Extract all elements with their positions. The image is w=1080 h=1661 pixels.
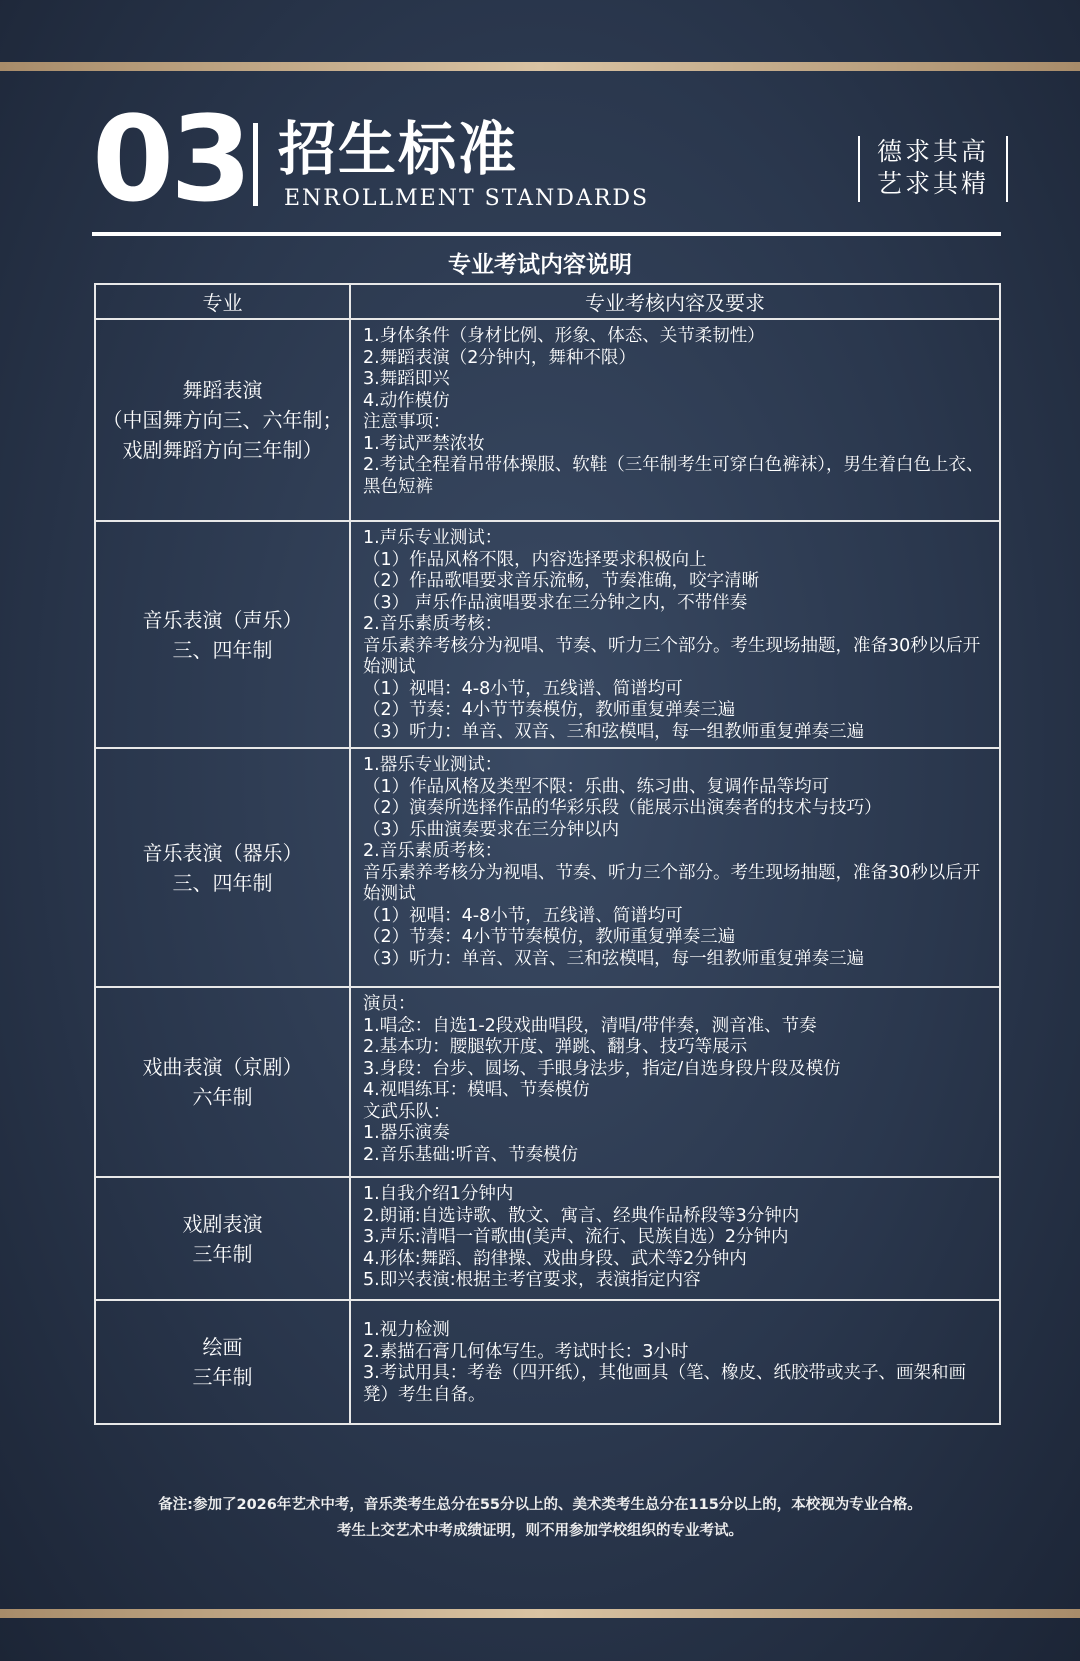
- requirement-line: 2.朗诵:自选诗歌、散文、寓言、经典作品桥段等3分钟内: [363, 1205, 800, 1226]
- section-number: 03: [92, 90, 249, 228]
- footnote-line: 考生上交艺术中考成绩证明，则不用参加学校组织的专业考试。: [337, 1523, 743, 1539]
- requirement-line: （3）听力：单音、双音、三和弦模唱，每一组教师重复弹奏三遍: [363, 948, 865, 969]
- requirements-cell: [350, 987, 1000, 1177]
- requirement-line: 音乐素养考核分为视唱、节奏、听力三个部分。考生现场抽题，准备30秒以后开始测试: [363, 635, 981, 677]
- requirement-line: （3）听力：单音、双音、三和弦模唱，每一组教师重复弹奏三遍: [363, 721, 865, 742]
- requirement-line: （2）节奏：4小节节奏模仿，教师重复弹奏三遍: [363, 700, 736, 720]
- requirement-line: 2.舞蹈表演（2分钟内，舞种不限）: [363, 347, 636, 368]
- table-row: [95, 521, 1000, 748]
- requirements-cell: [350, 748, 1000, 987]
- requirement-line: （3） 声乐作品演唱要求在三分钟之内，不带伴奏: [363, 592, 748, 613]
- major-line: 三年制: [192, 1365, 253, 1389]
- requirement-line: （3）乐曲演奏要求在三分钟以内: [363, 819, 620, 840]
- requirements-cell: [350, 521, 1000, 748]
- requirement-line: 音乐素养考核分为视唱、节奏、听力三个部分。考生现场抽题，准备30秒以后开始测试: [363, 862, 981, 904]
- major-cell: [95, 521, 350, 748]
- requirement-line: （1）视唱：4-8小节，五线谱、简谱均可: [363, 905, 683, 926]
- column-header-content: 专业考核内容及要求: [350, 284, 1000, 319]
- requirement-line: 2.音乐素质考核：: [363, 841, 503, 861]
- section-title: 招生标准: [278, 115, 519, 183]
- requirement-line: 1.自我介绍1分钟内: [363, 1184, 514, 1204]
- requirements-cell: [350, 1177, 1000, 1300]
- exam-table: [94, 283, 1001, 1425]
- major-line: 戏剧舞蹈方向三年制）: [122, 438, 323, 462]
- requirement-line: 4.视唱练耳：模唱、节奏模仿: [363, 1080, 590, 1100]
- requirement-line: 1.器乐专业测试：: [363, 755, 503, 775]
- major-line: 六年制: [192, 1085, 253, 1109]
- motto-line: 德求其高: [876, 137, 989, 166]
- major-cell: [95, 1177, 350, 1300]
- requirement-line: 1.身体条件（身材比例、形象、体态、关节柔韧性）: [363, 326, 765, 346]
- major-line: 绘画: [202, 1335, 243, 1359]
- requirement-line: 文武乐队：: [363, 1101, 451, 1122]
- table-row: [95, 1177, 1000, 1300]
- motto-box: [858, 136, 1008, 202]
- requirements-cell: [350, 1300, 1000, 1424]
- major-cell: [95, 987, 350, 1177]
- table-title: 专业考试内容说明: [448, 252, 632, 278]
- requirement-line: 3.舞蹈即兴: [363, 369, 450, 389]
- column-header-major: 专业: [95, 284, 350, 319]
- top-gold-bar: [0, 62, 1080, 71]
- requirement-line: 3.身段：台步、圆场、手眼身法步，指定/自选身段片段及模仿: [363, 1058, 841, 1079]
- requirement-line: （1）视唱：4-8小节，五线谱、简谱均可: [363, 678, 683, 699]
- table-row: [95, 987, 1000, 1177]
- requirement-line: 演员：: [363, 994, 416, 1014]
- header-rule: [92, 232, 1001, 236]
- requirement-line: 3.声乐:清唱一首歌曲(美声、流行、民族自选）2分钟内: [363, 1227, 789, 1247]
- major-line: 舞蹈表演: [182, 378, 263, 402]
- major-line: 三、四年制: [172, 870, 273, 895]
- section-subtitle-en: ENROLLMENT STANDARDS: [284, 186, 650, 211]
- requirement-line: （2）演奏所选择作品的华彩乐段（能展示出演奏者的技术与技巧）: [363, 798, 882, 818]
- major-line: （中国舞方向三、六年制；: [102, 408, 343, 432]
- table-row: [95, 748, 1000, 987]
- major-line: 音乐表演（声乐）: [142, 607, 303, 632]
- requirement-line: 1.声乐专业测试：: [363, 528, 503, 548]
- requirement-line: 2.素描石膏几何体写生。考试时长：3小时: [363, 1341, 689, 1362]
- requirement-line: 2.音乐素质考核：: [363, 614, 503, 634]
- requirement-line: 1.考试严禁浓妆: [363, 433, 485, 454]
- major-line: 戏曲表演（京剧）: [142, 1055, 303, 1079]
- table-header-row: [95, 284, 1000, 319]
- major-cell: [95, 1300, 350, 1424]
- requirement-line: 1.器乐演奏: [363, 1123, 450, 1143]
- major-cell: [95, 748, 350, 987]
- requirement-line: （1）作品风格及类型不限：乐曲、练习曲、复调作品等均可: [363, 776, 830, 797]
- requirement-line: 1.唱念：自选1-2段戏曲唱段，清唱/带伴奏，测音准、节奏: [363, 1015, 817, 1036]
- requirement-line: （2）作品歌唱要求音乐流畅，节奏准确，咬字清晰: [363, 571, 760, 591]
- motto-line: 艺求其精: [876, 169, 989, 198]
- major-line: 音乐表演（器乐）: [142, 840, 303, 865]
- table-row: [95, 1300, 1000, 1424]
- table-row: [95, 319, 1000, 521]
- title-divider: [253, 123, 258, 206]
- major-line: 戏剧表演: [182, 1211, 263, 1236]
- requirements-cell: [350, 319, 1000, 521]
- footnote: [70, 1492, 1010, 1544]
- requirement-line: 1.视力检测: [363, 1320, 450, 1340]
- requirement-line: 2.音乐基础:听音、节奏模仿: [363, 1144, 579, 1165]
- requirement-line: （1）作品风格不限，内容选择要求积极向上: [363, 549, 707, 570]
- major-line: 三年制: [192, 1241, 253, 1266]
- major-line: 三、四年制: [172, 637, 273, 662]
- requirement-line: 4.形体:舞蹈、韵律操、戏曲身段、武术等2分钟内: [363, 1248, 747, 1269]
- requirement-line: 5.即兴表演:根据主考官要求，表演指定内容: [363, 1270, 701, 1290]
- requirement-line: （2）节奏：4小节节奏模仿，教师重复弹奏三遍: [363, 927, 736, 947]
- major-cell: [95, 319, 350, 521]
- requirement-line: 4.动作模仿: [363, 390, 450, 411]
- requirement-line: 3.考试用具：考卷（四开纸），其他画具（笔、橡皮、纸胶带或夹子、画架和画凳）考生自备。: [363, 1363, 966, 1405]
- footnote-line: 备注:参加了2026年艺术中考，音乐类考生总分在55分以上的、美术类考生总分在115分以上的，本校视为专业合格。: [158, 1497, 922, 1513]
- requirement-line: 注意事项：: [363, 412, 451, 432]
- requirement-line: 2.考试全程着吊带体操服、软鞋（三年制考生可穿白色裤袜），男生着白色上衣、黑色短裤: [363, 455, 984, 497]
- bottom-gold-bar: [0, 1609, 1080, 1618]
- requirement-line: 2.基本功：腰腿软开度、弹跳、翻身、技巧等展示: [363, 1037, 748, 1057]
